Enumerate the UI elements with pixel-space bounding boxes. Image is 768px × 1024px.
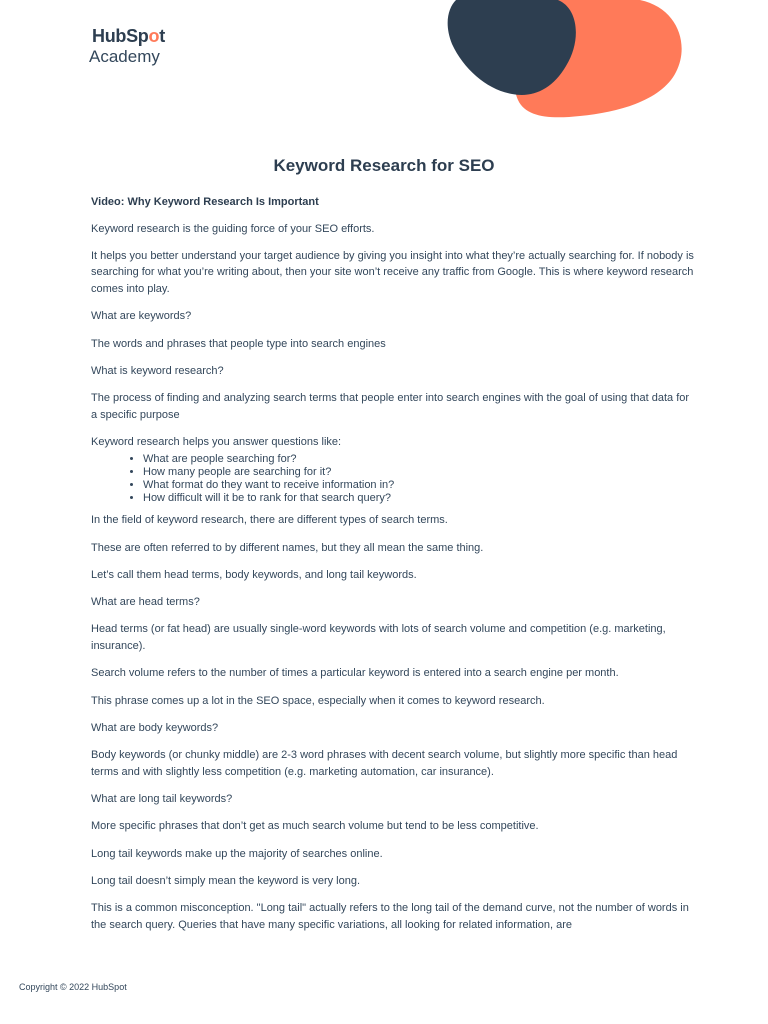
paragraph: Head terms (or fat head) are usually single-word keywords with lots of search volume and competition (e.g. marketing, insurance).: [91, 623, 666, 653]
paragraph: It helps you better understand your target audience by giving you insight into what they’re actually searching for. If nobody is searching for what you’re writing about, then your site won’t receive any traffic from Google. This is where keyword research comes into play.: [91, 249, 694, 296]
question-bullet-list: [91, 453, 697, 505]
bullet-item: • How many people are searching for it?: [143, 466, 697, 479]
intro-paragraphs: [91, 221, 697, 451]
paragraph: Keyword research helps you answer questions like:: [91, 436, 342, 449]
paragraph: In the field of keyword research, there are different types of search terms.: [91, 514, 448, 527]
paragraph: Body keywords (or chunky middle) are 2-3 word phrases with decent search volume, but slightly more specific than head terms and with slightly less competition (e.g. marketing automation, car insurance).: [91, 749, 678, 778]
paragraph: What is keyword research?: [91, 364, 224, 377]
paragraph: What are body keywords?: [91, 721, 219, 734]
paragraph: The process of finding and analyzing search terms that people enter into search engines with the goal of using that data for a specific purpose: [91, 392, 690, 421]
bullet-item: • How difficult will it be to rank for that search query?: [143, 492, 697, 505]
paragraph: What are head terms?: [91, 596, 200, 609]
logo-academy-text: Academy: [89, 47, 160, 66]
paragraph: Long tail keywords make up the majority of searches online.: [91, 847, 383, 860]
paragraph: This phrase comes up a lot in the SEO space, especially when it comes to keyword research.: [91, 694, 545, 707]
paragraph: What are keywords?: [91, 310, 192, 323]
paragraph: This is a common misconception. "Long tail" actually refers to the long tail of the demand curve, not the number of words in the search query. Queries that have many specific variations, all looking for related information, are: [91, 902, 689, 931]
logo-wordmark: HubSpot: [92, 26, 165, 46]
paragraph: More specific phrases that don’t get as much search volume but tend to be less competitive.: [91, 820, 539, 833]
paragraph: What are long tail keywords?: [91, 793, 233, 806]
paragraph: Let’s call them head terms, body keywords, and long tail keywords.: [91, 568, 417, 581]
paragraph: Keyword research is the guiding force of your SEO efforts.: [91, 222, 375, 235]
sprocket-icon: o: [148, 26, 160, 46]
bullet-item: • What format do they want to receive information in?: [143, 479, 697, 492]
hubspot-academy-logo: [89, 26, 209, 67]
page-title: Keyword Research for SEO: [273, 156, 495, 175]
paragraph: The words and phrases that people type into search engines: [91, 337, 386, 350]
paragraph: Long tail doesn’t simply mean the keyword is very long.: [91, 874, 361, 887]
copyright-footer: Copyright © 2022 HubSpot: [19, 982, 127, 992]
body-paragraphs: [91, 512, 697, 933]
document-body: [91, 194, 697, 944]
bullet-item: • What are people searching for?: [143, 453, 697, 466]
paragraph: These are often referred to by different names, but they all mean the same thing.: [91, 541, 484, 554]
decorative-blob-graphic: [440, 0, 690, 125]
section-subtitle: Video: Why Keyword Research Is Important: [91, 196, 319, 208]
paragraph: Search volume refers to the number of times a particular keyword is entered into a search engine per month.: [91, 667, 619, 680]
